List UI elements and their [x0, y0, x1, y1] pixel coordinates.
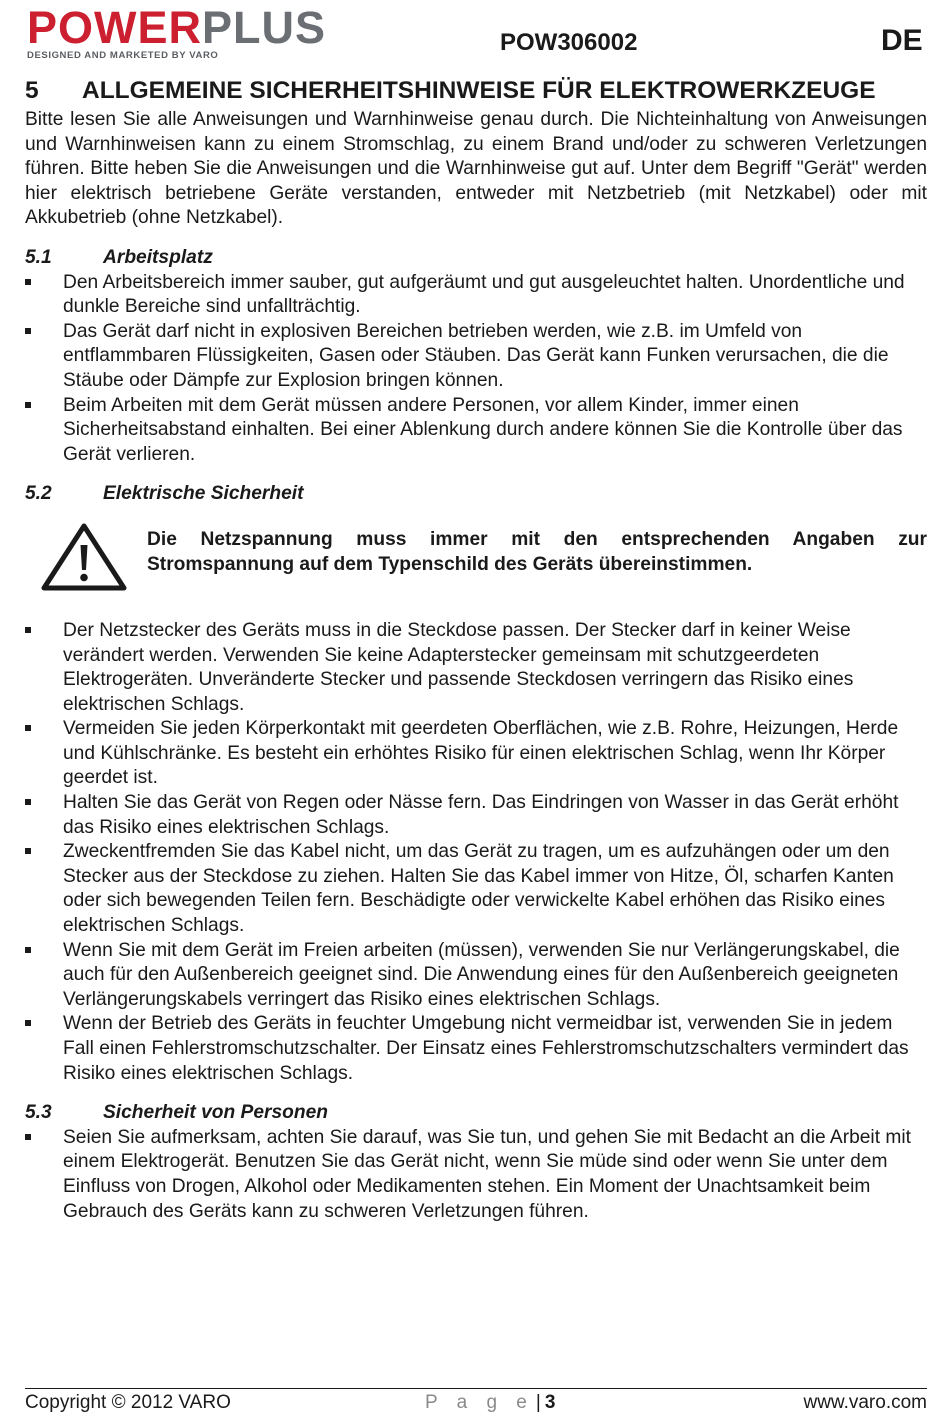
- language-code: DE: [881, 24, 923, 57]
- subsection-heading-personal-safety: [25, 1101, 927, 1126]
- bullet-icon: [25, 627, 31, 633]
- bullet-icon: [25, 1020, 31, 1026]
- list-item: [25, 1012, 927, 1086]
- logo-tagline: DESIGNED AND MARKETED BY VARO: [27, 50, 219, 61]
- bullet-icon: [25, 725, 31, 731]
- list-item-text: Wenn der Betrieb des Geräts in feuchter Umgebung nicht vermeidbar ist, verwenden Sie in jedem Fall einen Fehlerstromschutzschalter. Der Einsatz eines Fehlerstromschutzschalters vermindert das Risiko eines elektrischen Schlags.: [63, 1013, 909, 1084]
- page-separator: |: [535, 1392, 541, 1413]
- warning-text: Die Netzspannung muss immer mit den entsprechenden Angaben zur Stromspannung auf dem Typenschild des Geräts übereinstimmen.: [147, 528, 927, 575]
- page-label: P a g e: [425, 1392, 534, 1413]
- page-indicator: [425, 1392, 555, 1414]
- list-item-text: Der Netzstecker des Geräts muss in die Steckdose passen. Der Stecker darf in keiner Weise verändert werden. Verwenden Sie keine Adapterstecker gemeinsam mit schutzgeerdeten Elektrogeräten. Unveränderte Stecker und passende Steckdosen verringern das Risiko eines elektrischen Schlags.: [63, 619, 854, 715]
- bullet-icon: [25, 799, 31, 805]
- list-item-text: Den Arbeitsbereich immer sauber, gut aufgeräumt und gut ausgeleuchtet halten. Unordentliche und dunkle Bereiche sind unfallträchtig.: [63, 271, 905, 318]
- section-title: ALLGEMEINE SICHERHEITSHINWEISE FÜR ELEKTROWERKZEUGE: [82, 77, 876, 104]
- list-item-text: Seien Sie aufmerksam, achten Sie darauf, was Sie tun, und gehen Sie mit Bedacht an die Arbeit mit einem Elektrogerät. Benutzen Sie das Gerät nicht, wenn Sie müde sind oder wenn Sie unter dem Einfluss von Drogen, Alkohol oder Medikamenten stehen. Ein Moment der Unachtsamkeit beim Gebrauch des Geräts kann zu schweren Verletzungen führen.: [63, 1126, 911, 1222]
- subsection-title: Elektrische Sicherheit: [103, 483, 304, 505]
- subsection-number: 5.3: [25, 1102, 52, 1124]
- page-number: 3: [544, 1392, 556, 1413]
- list-item: [25, 271, 927, 320]
- warning-triangle-icon: [41, 523, 127, 591]
- section-intro: Bitte lesen Sie alle Anweisungen und Warnhinweise genau durch. Die Nichteinhaltung von Anweisungen und Warnhinweisen kann zu einem Stromschlag, zu einem Brand und/oder zu schweren Verletzungen führen. Bitte heben Sie die Anweisungen und die Warnhinweise gut auf. Unter dem Begriff "Gerät" werden hier elektrisch betriebene Geräte verstanden, entweder mit Netzbetrieb (mit Netzkabel) oder mit Akkubetrieb (ohne Netzkabel).: [25, 109, 927, 229]
- logo-power-text: POWER: [27, 2, 203, 53]
- list-item: [25, 394, 927, 468]
- list-item-text: Wenn Sie mit dem Gerät im Freien arbeiten (müssen), verwenden Sie nur Verlängerungskabel, die auch für den Außenbereich geeignet sind. Die Anwendung eines für den Außenbereich geeigneten Verlängerungskabels verringert das Risiko eines elektrischen Schlags.: [63, 939, 900, 1010]
- list-item-text: Zweckentfremden Sie das Kabel nicht, um das Gerät zu tragen, um es aufzuhängen oder um den Stecker aus der Steckdose zu ziehen. Halten Sie das Kabel immer von Hitze, Öl, scharfen Kanten oder sich bewegenden Teilen fern. Beschädigte oder verwickelte Kabel erhöhen das Risiko eines elektrischen Schlags.: [63, 841, 894, 937]
- document-code: POW306002: [500, 29, 638, 56]
- section-number: 5: [25, 77, 39, 104]
- bullet-icon: [25, 848, 31, 854]
- list-item: [25, 320, 927, 394]
- bullet-icon: [25, 402, 31, 408]
- logo-wordmark: [27, 2, 372, 53]
- powerplus-logo: [27, 2, 372, 61]
- page-content: [25, 76, 927, 1224]
- list-item: [25, 840, 927, 938]
- list-item: [25, 791, 927, 840]
- website-link[interactable]: www.varo.com: [803, 1392, 927, 1413]
- logo-plus-text: PLUS: [202, 2, 327, 53]
- bullet-icon: [25, 1134, 31, 1140]
- workplace-list: [25, 271, 927, 468]
- list-item-text: Beim Arbeiten mit dem Gerät müssen andere Personen, vor allem Kinder, immer einen Sicherheitsabstand einhalten. Bei einer Ablenkung durch andere können Sie die Kontrolle über das Gerät verlieren.: [63, 394, 903, 465]
- list-item-text: Halten Sie das Gerät von Regen oder Nässe fern. Das Eindringen von Wasser in das Gerät erhöht das Risiko eines elektrischen Schlags.: [63, 792, 899, 838]
- list-item: [25, 1126, 927, 1224]
- list-item-text: Das Gerät darf nicht in explosiven Bereichen betrieben werden, wie z.B. im Umfeld von entflammbaren Flüssigkeiten, Gasen oder Stäuben. Das Gerät kann Funken verursachen, die die Stäube oder Dämpfe zur Explosion bringen können.: [63, 320, 889, 391]
- bullet-icon: [25, 947, 31, 953]
- bullet-icon: [25, 279, 31, 285]
- subsection-number: 5.2: [25, 483, 52, 505]
- list-item: [25, 619, 927, 717]
- subsection-title: Arbeitsplatz: [103, 246, 213, 268]
- subsection-heading-electrical: [25, 482, 927, 507]
- footer-divider: [25, 1388, 927, 1389]
- warning-box: [25, 522, 927, 591]
- list-item: [25, 717, 927, 791]
- subsection-title: Sicherheit von Personen: [103, 1102, 328, 1124]
- bullet-icon: [25, 328, 31, 334]
- copyright-notice: Copyright © 2012 VARO: [25, 1392, 231, 1413]
- subsection-number: 5.1: [25, 246, 52, 268]
- personal-safety-list: [25, 1126, 927, 1224]
- list-item-text: Vermeiden Sie jeden Körperkontakt mit geerdeten Oberflächen, wie z.B. Rohre, Heizungen, Herde und Kühlschränke. Es besteht ein erhöhtes Risiko für einen elektrischen Schlag, wenn Ihr Körper geerdet ist.: [63, 718, 899, 789]
- section-heading: [25, 76, 927, 106]
- electrical-safety-list: [25, 619, 927, 1086]
- subsection-heading-workplace: [25, 246, 927, 271]
- list-item: [25, 939, 927, 1013]
